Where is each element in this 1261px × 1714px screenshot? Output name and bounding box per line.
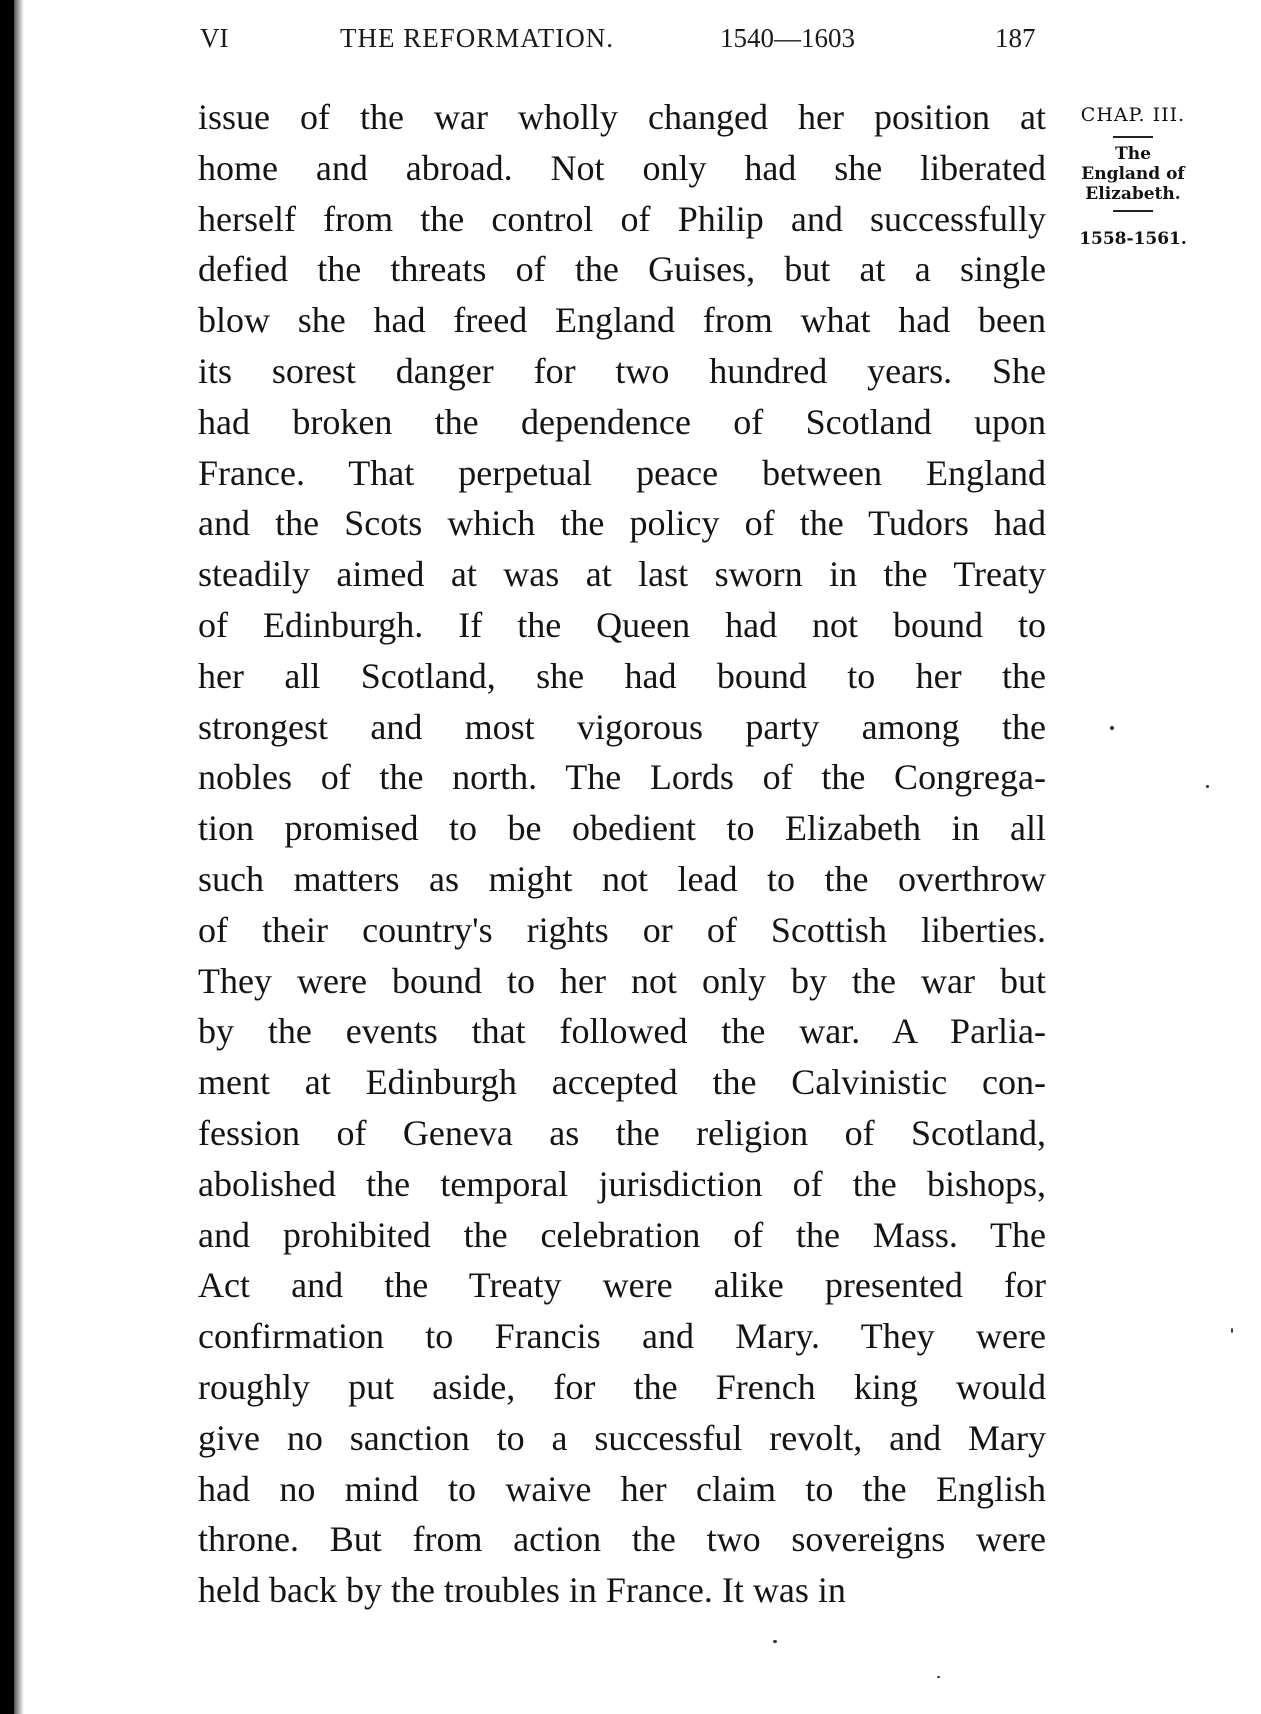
body-line: home and abroad. Not only had she liberated	[198, 147, 1046, 188]
print-speck	[1110, 726, 1114, 730]
margin-subtitle-line: Elizabeth.	[1085, 184, 1181, 204]
chapter-label: CHAP. III.	[1080, 104, 1186, 126]
body-line: strongest and most vigorous party among the	[198, 706, 1046, 747]
body-line: nobles of the north. The Lords of the Congrega-	[198, 757, 1046, 798]
body-line: throne. But from action the two sovereigns were	[198, 1519, 1046, 1560]
body-line: They were bound to her not only by the war but	[198, 960, 1046, 1001]
body-line: give no sanction to a successful revolt, and Mary	[198, 1417, 1046, 1458]
body-line: defied the threats of the Guises, but at a single	[198, 249, 1046, 290]
margin-note	[1058, 102, 1208, 254]
body-line: ment at Edinburgh accepted the Calvinistic con-	[198, 1062, 1046, 1103]
print-speck	[937, 1676, 940, 1678]
running-head	[180, 18, 1040, 58]
body-line: confirmation to Francis and Mary. They were	[198, 1316, 1046, 1357]
page-number: 187	[995, 23, 1036, 53]
body-line: steadily aimed at was at last sworn in the Treaty	[198, 554, 1046, 595]
print-speck	[773, 1640, 777, 1643]
body-line: Act and the Treaty were alike presented for	[198, 1265, 1046, 1306]
period-years: 1540—1603	[720, 23, 855, 53]
body-line: tion promised to be obedient to Elizabeth in all	[198, 808, 1046, 849]
section-number: VI	[200, 23, 229, 53]
body-line: of their country's rights or of Scottish liberties.	[198, 909, 1046, 950]
body-line: had no mind to waive her claim to the English	[198, 1468, 1046, 1509]
body-line: blow she had freed England from what had been	[198, 300, 1046, 341]
print-speck	[1206, 785, 1209, 788]
margin-rule	[1113, 210, 1153, 212]
body-line: held back by the troubles in France. It was in	[198, 1570, 846, 1611]
page-binding-edge	[0, 0, 14, 1714]
print-speck	[1231, 1328, 1233, 1333]
margin-dates: 1558-1561.	[1079, 229, 1187, 249]
body-line: and prohibited the celebration of the Mass. The	[198, 1214, 1046, 1255]
body-line: fession of Geneva as the religion of Scotland,	[198, 1112, 1046, 1153]
body-line: of Edinburgh. If the Queen had not bound to	[198, 604, 1046, 645]
body-line: by the events that followed the war. A Parlia-	[198, 1011, 1046, 1052]
body-line: issue of the war wholly changed her position at	[198, 97, 1046, 137]
body-line: France. That perpetual peace between England	[198, 452, 1046, 493]
body-line: her all Scotland, she had bound to her the	[198, 655, 1046, 696]
body-line: herself from the control of Philip and successfully	[198, 198, 1046, 239]
body-line: had broken the dependence of Scotland upon	[198, 401, 1046, 442]
book-title: THE REFORMATION.	[340, 23, 615, 53]
margin-rule	[1113, 136, 1153, 138]
body-line: abolished the temporal jurisdiction of the bishops,	[198, 1163, 1046, 1204]
margin-subtitle-line: England of	[1081, 164, 1185, 184]
body-text	[198, 92, 1046, 1616]
margin-subtitle-line: The	[1115, 144, 1151, 164]
body-line: and the Scots which the policy of the Tudors had	[198, 503, 1046, 544]
body-line: its sorest danger for two hundred years. She	[198, 350, 1046, 391]
body-line: such matters as might not lead to the overthrow	[198, 858, 1046, 899]
body-line: roughly put aside, for the French king would	[198, 1366, 1046, 1407]
